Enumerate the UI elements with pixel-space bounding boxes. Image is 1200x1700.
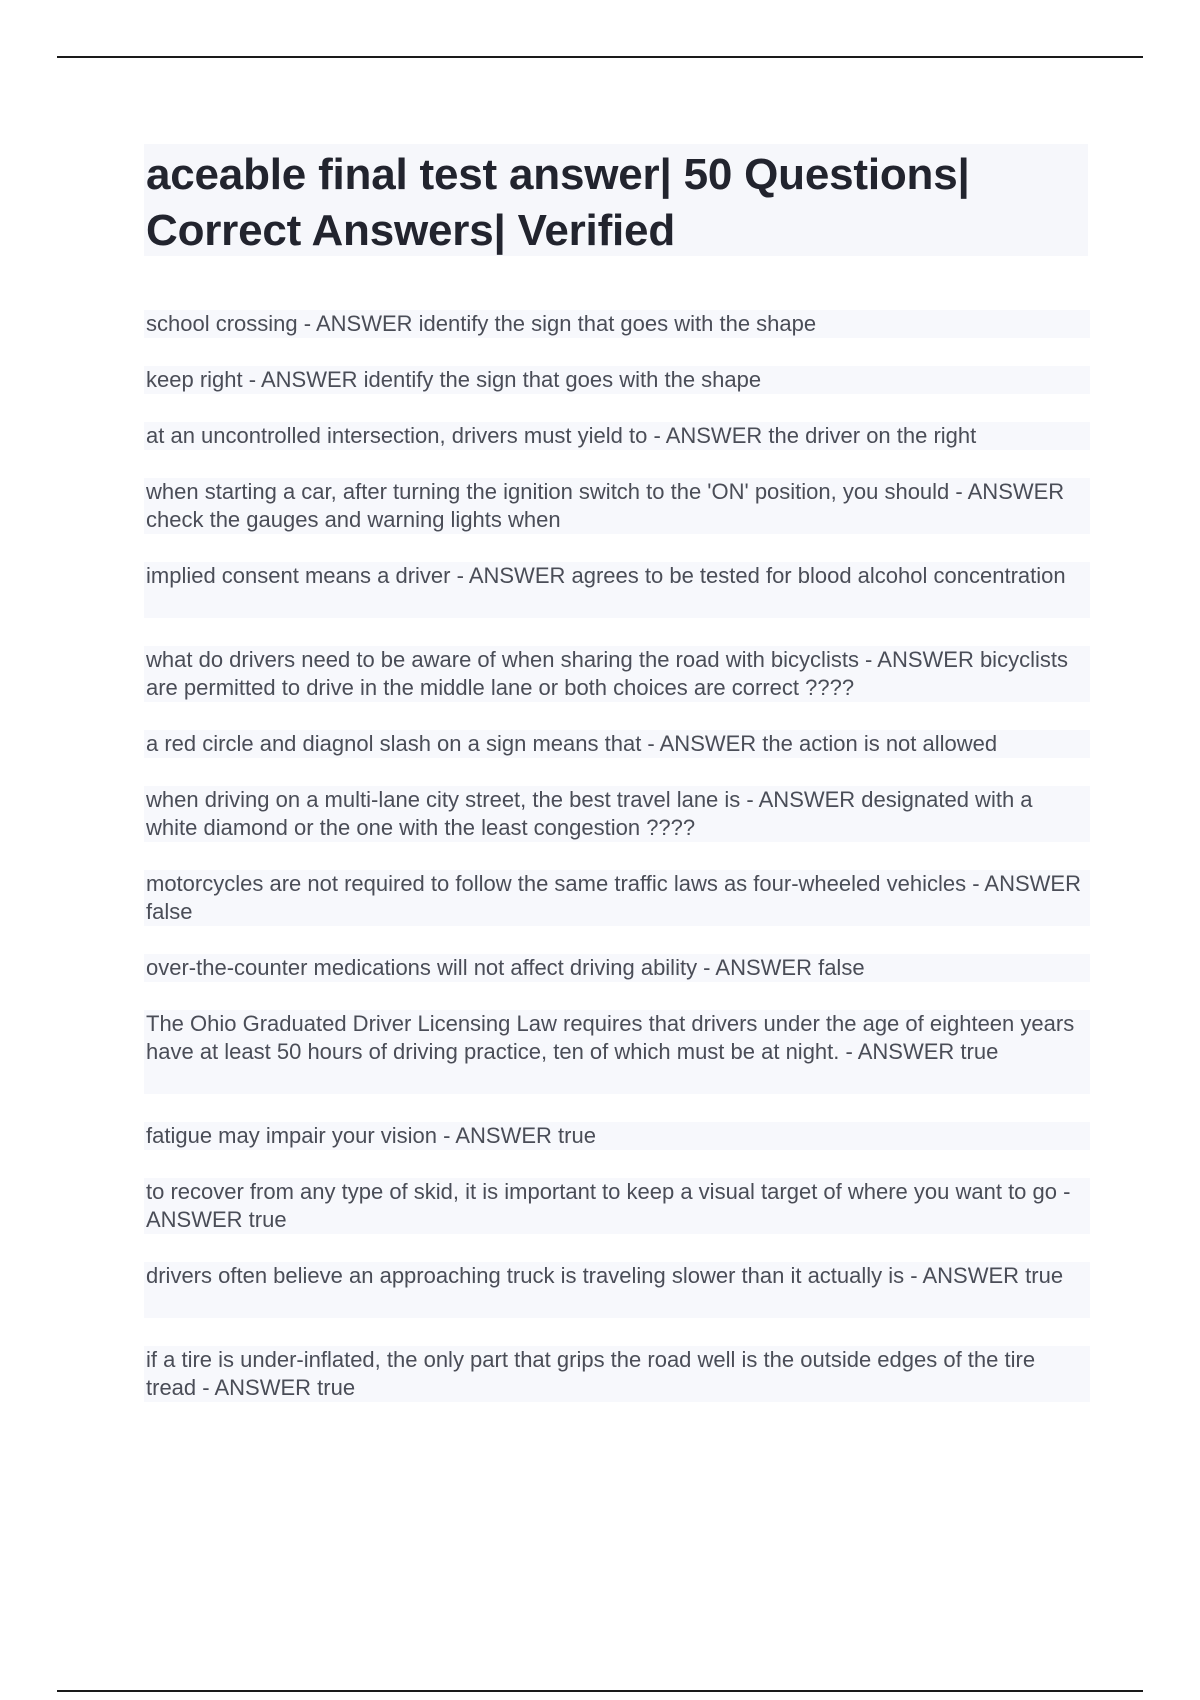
qa-item: at an uncontrolled intersection, drivers must yield to - ANSWER the driver on the right bbox=[144, 422, 1090, 450]
qa-item: keep right - ANSWER identify the sign that goes with the shape bbox=[144, 366, 1090, 394]
qa-item: motorcycles are not required to follow the same traffic laws as four-wheeled vehicles - ANSWER false bbox=[144, 870, 1090, 926]
qa-item: when starting a car, after turning the ignition switch to the 'ON' position, you should - ANSWER check the gauges and warning lights when bbox=[144, 478, 1090, 534]
qa-item: when driving on a multi-lane city street, the best travel lane is - ANSWER designated with a white diamond or the one with the least congestion ???? bbox=[144, 786, 1090, 842]
qa-item: drivers often believe an approaching truck is traveling slower than it actually is - ANSWER true bbox=[144, 1262, 1090, 1318]
qa-item: school crossing - ANSWER identify the sign that goes with the shape bbox=[144, 310, 1090, 338]
qa-item: to recover from any type of skid, it is important to keep a visual target of where you want to go - ANSWER true bbox=[144, 1178, 1090, 1234]
qa-item: over-the-counter medications will not affect driving ability - ANSWER false bbox=[144, 954, 1090, 982]
document-title: aceable final test answer| 50 Questions| Correct Answers| Verified bbox=[146, 150, 970, 255]
qa-item: if a tire is under-inflated, the only part that grips the road well is the outside edges of the tire tread - ANSWER true bbox=[144, 1346, 1090, 1402]
qa-item: implied consent means a driver - ANSWER agrees to be tested for blood alcohol concentration bbox=[144, 562, 1090, 618]
qa-item: a red circle and diagnol slash on a sign means that - ANSWER the action is not allowed bbox=[144, 730, 1090, 758]
qa-item: The Ohio Graduated Driver Licensing Law requires that drivers under the age of eighteen years have at least 50 hours of driving practice, ten of which must be at night. - ANSWER true bbox=[144, 1010, 1090, 1094]
title-block bbox=[144, 144, 1088, 256]
top-rule bbox=[57, 56, 1143, 58]
bottom-rule bbox=[57, 1690, 1143, 1692]
qa-item: fatigue may impair your vision - ANSWER true bbox=[144, 1122, 1090, 1150]
qa-item: what do drivers need to be aware of when sharing the road with bicyclists - ANSWER bicyclists are permitted to drive in the middle lane or both choices are correct ???? bbox=[144, 646, 1090, 702]
